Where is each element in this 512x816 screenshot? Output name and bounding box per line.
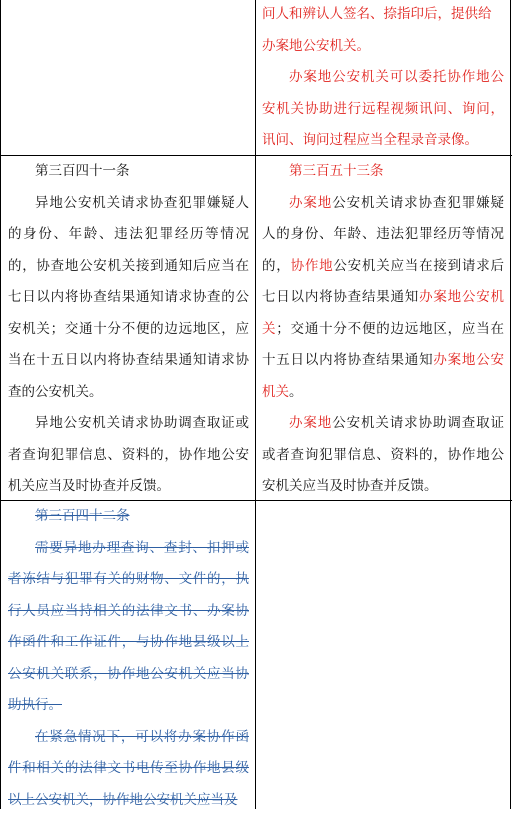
changed-text: 办案地公安机关: [262, 352, 504, 400]
paragraph: 办案地公安机关可以委托协作地公安机关协助进行远程视频讯问、询问，讯问、询问过程应当全程录音录像。: [262, 62, 504, 157]
text: ；交通十分不便的边远地区，应当在十五日以内将协查结果通知: [262, 321, 504, 369]
cell-new-article-353: [262, 156, 504, 503]
text-line: 办案地公安机关。: [262, 31, 504, 63]
paragraph: 需要异地办理查询、查封、扣押或者冻结与犯罪有关的财物、文件的，执行人员应当持相关的法律文书、办案协作函件和工作证件，与协作地县级以上公安机关联系，协作地公安机关应当协助执行。: [8, 533, 249, 722]
text: 。: [289, 384, 303, 400]
cell-old-article-341: [8, 156, 249, 503]
paragraph: 异地公安机关请求协查犯罪嫌疑人的身份、年龄、违法犯罪经历等情况的，协查地公安机关接到通知后应当在七日以内将协查结果通知请求协查的公安机关；交通十分不便的边远地区，应当在十五日以内将协查结果通知请求协查的公安机关。: [8, 188, 249, 409]
changed-text: 协作地: [291, 258, 334, 274]
text-line: 问人和辨认人签名、捺指印后，提供给: [262, 0, 504, 31]
paragraph: [262, 408, 504, 503]
paragraph: [262, 188, 504, 409]
article-title: 第三百五十三条: [262, 156, 504, 188]
cell-deleted-article-342: [8, 501, 249, 816]
changed-text: 办案地: [289, 195, 332, 211]
text: 公安机关请求协助调查取证或者查询犯罪信息、资料的，协作地公安机关应当及时协查并反馈。: [262, 415, 504, 494]
article-title: 第三百四十一条: [8, 156, 249, 188]
table-border-left: [0, 0, 1, 809]
changed-text: 办案地公安机关: [262, 289, 504, 337]
paragraph: 异地公安机关请求协助调查取证或者查询犯罪信息、资料的，协作地公安机关应当及时协查并反馈。: [8, 408, 249, 503]
cell-top-right: [262, 0, 504, 157]
table-border-right: [510, 0, 511, 809]
table-divider-center: [255, 0, 256, 809]
text: 公安机关请求协查犯罪嫌疑人的身份、年龄、违法犯罪经历等情况的，: [262, 195, 504, 274]
cell-empty: [262, 501, 504, 809]
paragraph: 在紧急情况下，可以将办案协作函件和相关的法律文书电传至协作地县级以上公安机关，协作地公安机关应当及: [8, 722, 249, 816]
article-title: 第三百四十二条: [8, 501, 249, 533]
changed-text: 办案地: [289, 415, 332, 431]
text: 公安机关应当在接到请求后七日以内将协查结果通知: [262, 258, 504, 306]
